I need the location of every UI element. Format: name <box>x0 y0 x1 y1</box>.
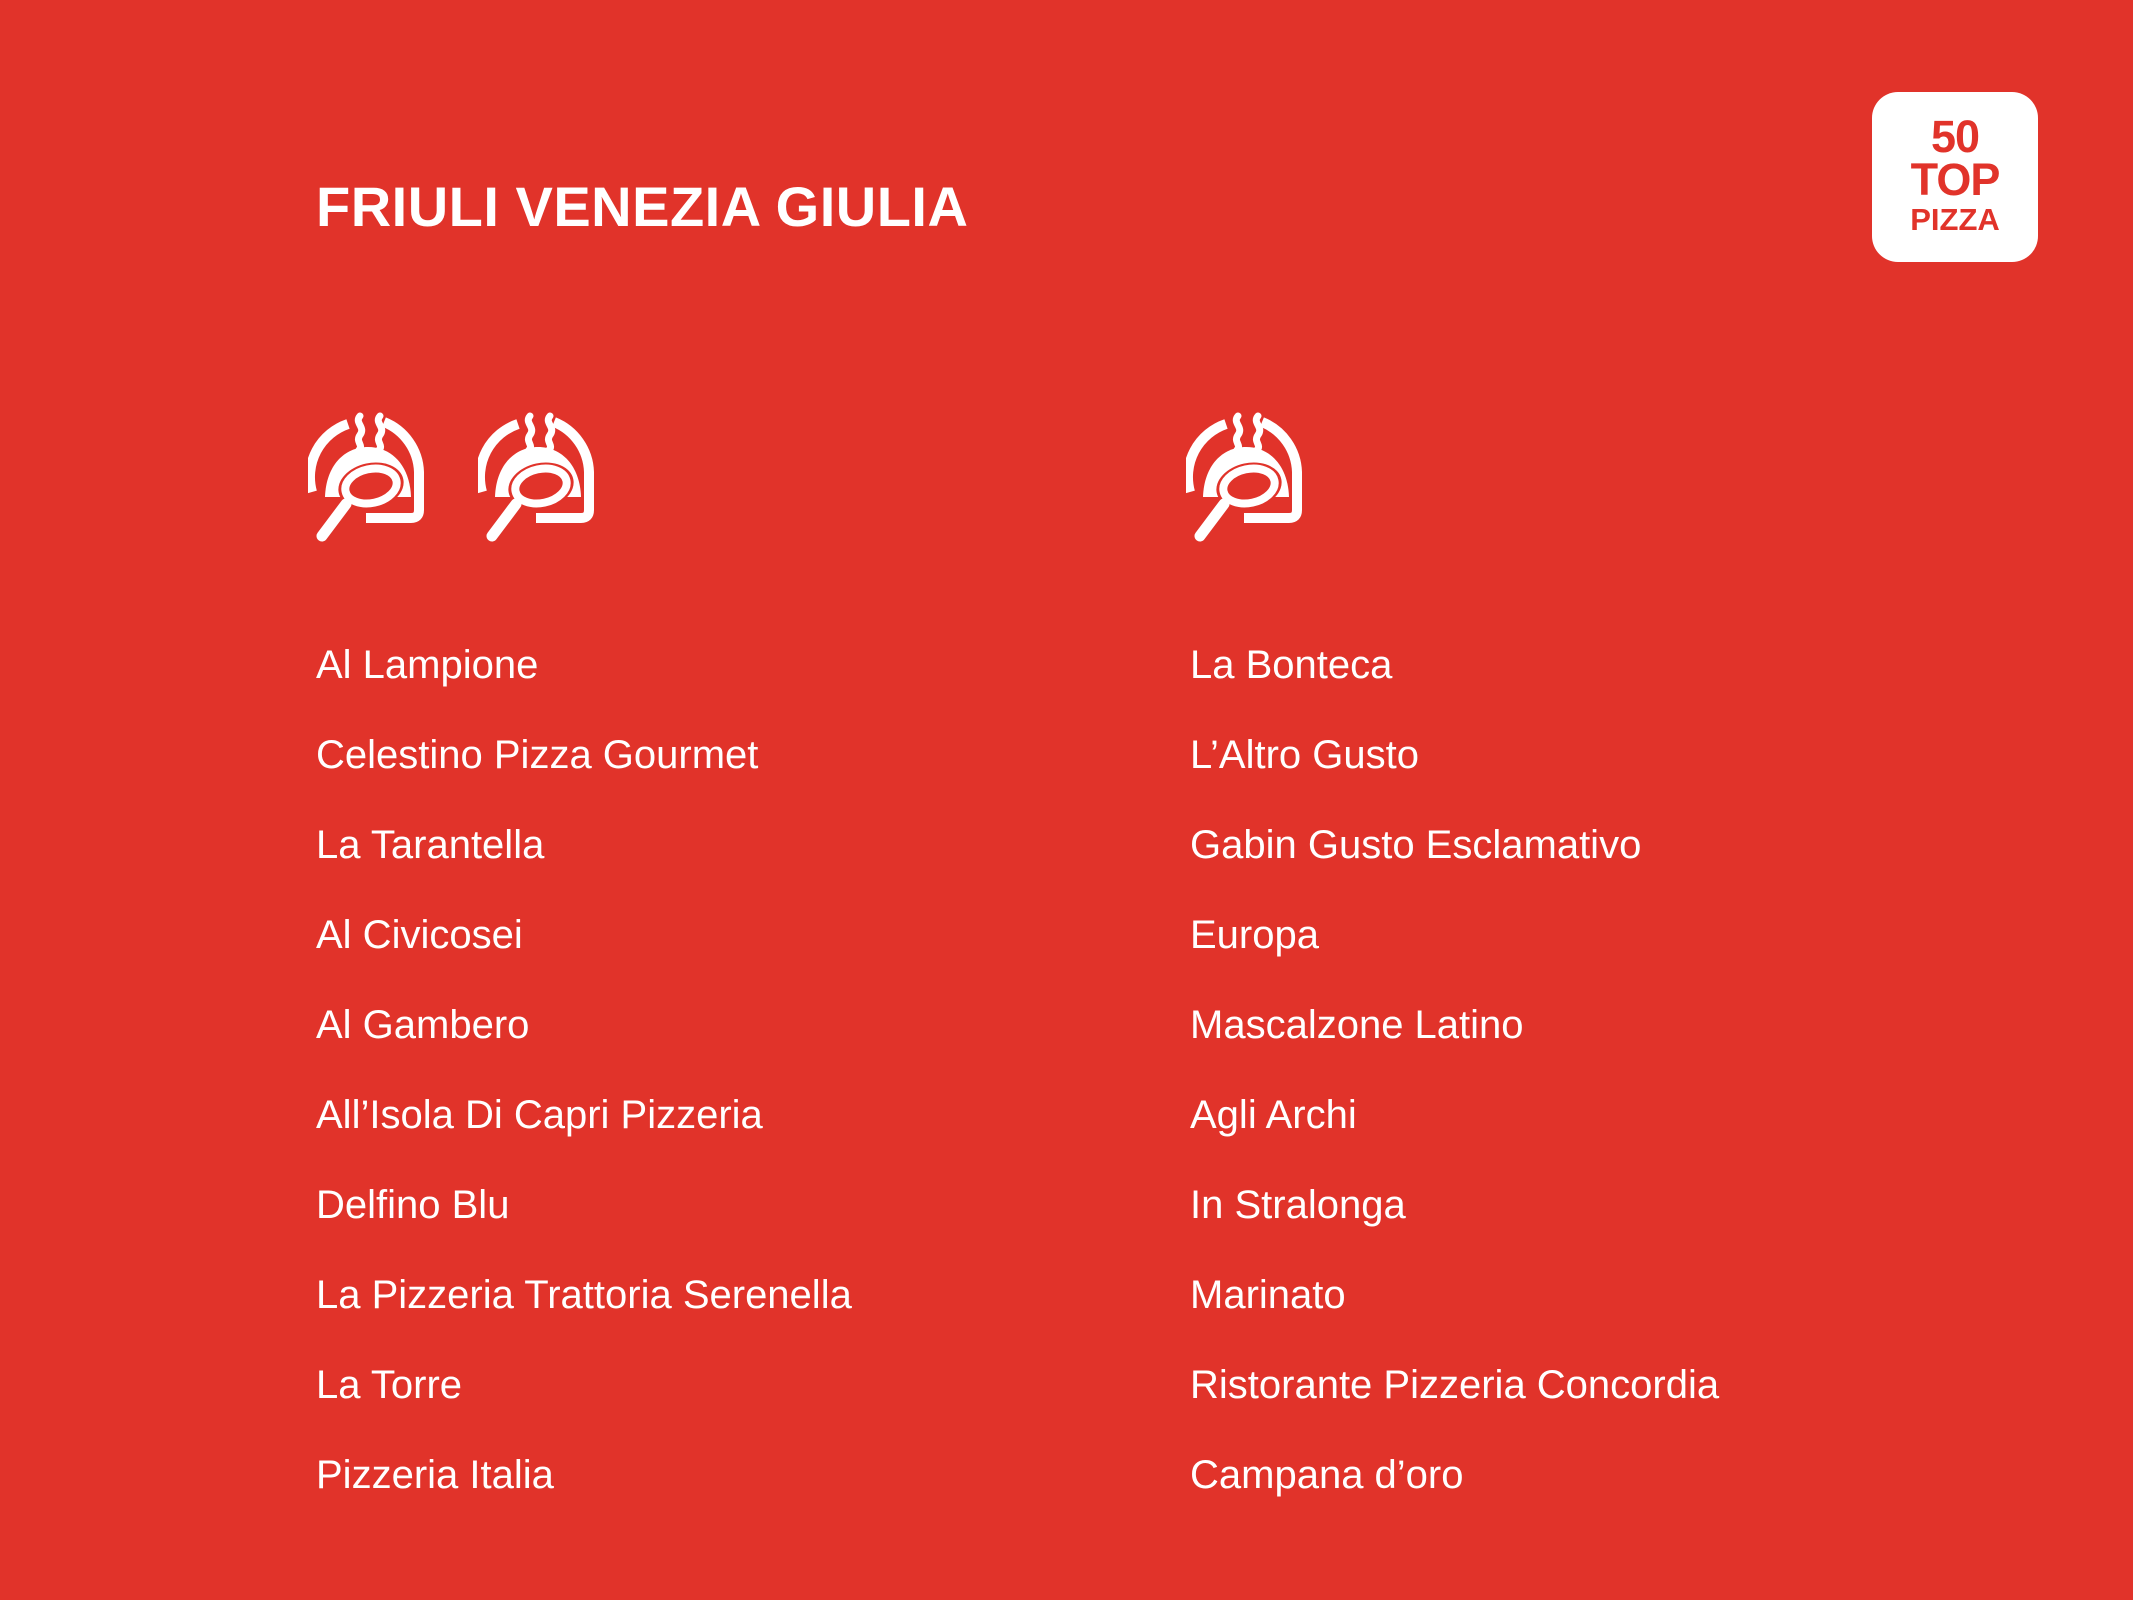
list-item: Al Gambero <box>316 1002 530 1047</box>
list-item: La Torre <box>316 1362 463 1407</box>
list-item: La Tarantella <box>316 822 545 867</box>
list-item: Pizzeria Italia <box>316 1452 554 1497</box>
list-item: Mascalzone Latino <box>1190 1002 1524 1047</box>
list-item: Marinato <box>1190 1272 1346 1317</box>
list-item: Gabin Gusto Esclamativo <box>1190 822 1642 867</box>
rating-icons-two-slices <box>308 412 596 542</box>
logo-text-top: TOP <box>1910 154 2000 205</box>
list-item: Al Civicosei <box>316 912 523 957</box>
list-item: Al Lampione <box>316 642 539 687</box>
pizzeria-list-two-slices <box>316 620 852 1520</box>
list-item: Campana d’oro <box>1190 1452 1464 1497</box>
list-item: Ristorante Pizzeria Concordia <box>1190 1362 1720 1407</box>
logo-text-50: 50 <box>1930 111 1980 162</box>
page-title: FRIULI VENEZIA GIULIA <box>316 175 969 238</box>
pizza-slice-magnifier-icon <box>478 412 596 542</box>
fifty-top-pizza-logo <box>1872 92 2038 262</box>
list-item: La Pizzeria Trattoria Serenella <box>316 1272 852 1317</box>
list-item: Celestino Pizza Gourmet <box>316 732 759 777</box>
list-item: L’Altro Gusto <box>1190 732 1420 777</box>
pizza-slice-magnifier-icon <box>1186 412 1304 542</box>
pizzeria-list-one-slice <box>1190 620 1719 1520</box>
list-item: Agli Archi <box>1190 1092 1357 1137</box>
list-item: Delfino Blu <box>316 1182 510 1227</box>
list-item: La Bonteca <box>1190 642 1393 687</box>
logo-text-pizza: PIZZA <box>1910 202 2000 237</box>
list-item: All’Isola Di Capri Pizzeria <box>316 1092 763 1137</box>
list-item: In Stralonga <box>1190 1182 1406 1227</box>
list-item: Europa <box>1190 912 1319 957</box>
pizza-slice-magnifier-icon <box>308 412 426 542</box>
rating-icons-one-slice <box>1186 412 1304 542</box>
